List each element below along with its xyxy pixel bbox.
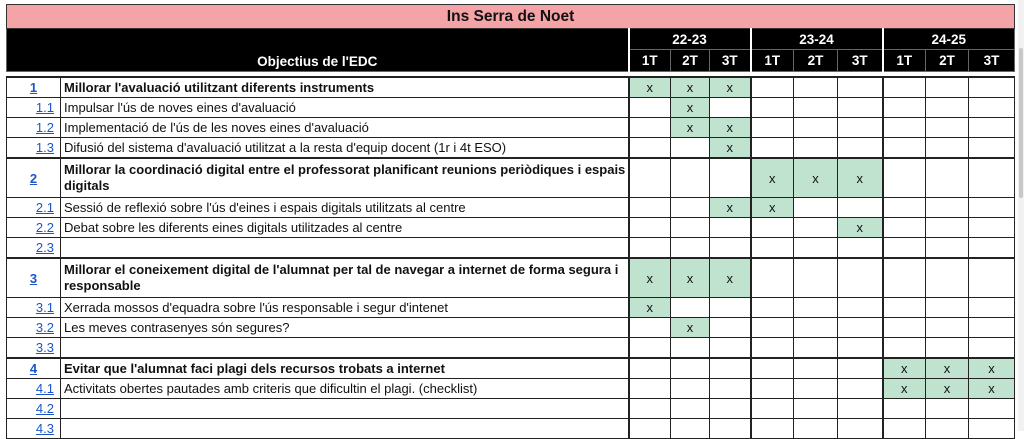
action-row <box>7 138 1015 159</box>
schedule-cell[interactable] <box>883 258 926 298</box>
schedule-cell[interactable]: x <box>629 258 671 298</box>
term-header[interactable]: 2T <box>671 50 710 72</box>
schedule-cell[interactable] <box>838 198 883 218</box>
year-header[interactable]: 24-25 <box>883 29 1015 50</box>
schedule-cell[interactable] <box>969 318 1015 338</box>
schedule-cell[interactable] <box>794 338 838 359</box>
year-header[interactable]: 22-23 <box>629 29 751 50</box>
action-text[interactable]: Implementació de l'ús de les noves eines d'avaluació <box>61 118 629 138</box>
row-id-link[interactable]: 4.2 <box>35 401 54 416</box>
schedule-cell[interactable] <box>926 399 969 419</box>
row-id-link[interactable]: 1 <box>29 80 38 95</box>
schedule-cell[interactable]: x <box>926 379 969 399</box>
schedule-cell[interactable] <box>794 218 838 238</box>
schedule-cell[interactable] <box>794 138 838 159</box>
action-row <box>7 318 1015 338</box>
schedule-cell[interactable] <box>671 419 710 439</box>
term-header[interactable]: 3T <box>969 50 1015 72</box>
schedule-cell[interactable] <box>629 118 671 138</box>
action-text[interactable]: Difusió del sistema d'avaluació utilitzat a la resta d'equip docent (1r i 4t ESO) <box>61 138 629 159</box>
schedule-cell[interactable] <box>629 138 671 159</box>
schedule-cell[interactable] <box>794 77 838 98</box>
schedule-cell[interactable] <box>710 318 751 338</box>
schedule-cell[interactable]: x <box>794 158 838 198</box>
schedule-cell[interactable] <box>751 118 794 138</box>
schedule-cell[interactable] <box>710 399 751 419</box>
edc-plan-table <box>6 4 1015 439</box>
schedule-cell[interactable] <box>629 419 671 439</box>
schedule-cell[interactable] <box>883 118 926 138</box>
action-text[interactable]: Debat sobre les diferents eines digitals utilitzades al centre <box>61 218 629 238</box>
schedule-cell[interactable] <box>969 138 1015 159</box>
objective-text[interactable]: Evitar que l'alumnat faci plagi dels recursos trobats a internet <box>61 358 629 379</box>
schedule-cell[interactable] <box>710 358 751 379</box>
schedule-cell[interactable] <box>751 298 794 318</box>
schedule-cell[interactable] <box>926 298 969 318</box>
schedule-cell[interactable] <box>629 238 671 259</box>
row-id-link[interactable]: 2 <box>29 170 38 186</box>
objective-row <box>7 158 1015 198</box>
schedule-cell[interactable] <box>883 298 926 318</box>
row-id-cell[interactable] <box>7 98 61 118</box>
schedule-cell[interactable] <box>794 298 838 318</box>
schedule-cell[interactable] <box>926 198 969 218</box>
schedule-cell[interactable] <box>751 338 794 359</box>
schedule-cell[interactable] <box>883 399 926 419</box>
schedule-cell[interactable] <box>671 158 710 198</box>
schedule-cell[interactable] <box>969 77 1015 98</box>
action-row <box>7 399 1015 419</box>
schedule-cell[interactable] <box>751 379 794 399</box>
row-id-cell[interactable] <box>7 198 61 218</box>
schedule-cell[interactable] <box>883 198 926 218</box>
schedule-cell[interactable] <box>794 318 838 338</box>
schedule-cell[interactable] <box>671 379 710 399</box>
schedule-cell[interactable] <box>838 98 883 118</box>
spreadsheet <box>6 4 1014 439</box>
schedule-cell[interactable] <box>794 399 838 419</box>
schedule-cell[interactable]: x <box>671 118 710 138</box>
row-id-cell[interactable] <box>7 399 61 419</box>
schedule-cell[interactable] <box>838 358 883 379</box>
schedule-cell[interactable] <box>710 98 751 118</box>
schedule-cell[interactable] <box>671 198 710 218</box>
row-id-cell[interactable] <box>7 419 61 439</box>
schedule-cell[interactable] <box>838 419 883 439</box>
schedule-cell[interactable]: x <box>751 198 794 218</box>
schedule-cell[interactable] <box>883 77 926 98</box>
action-row <box>7 118 1015 138</box>
schedule-cell[interactable] <box>969 399 1015 419</box>
schedule-cell[interactable] <box>926 318 969 338</box>
schedule-cell[interactable] <box>671 238 710 259</box>
schedule-cell[interactable] <box>751 358 794 379</box>
schedule-cell[interactable] <box>629 198 671 218</box>
action-text[interactable] <box>61 238 629 259</box>
schedule-cell[interactable] <box>883 218 926 238</box>
schedule-cell[interactable] <box>969 118 1015 138</box>
row-id-link[interactable]: 1.1 <box>35 100 54 115</box>
schedule-cell[interactable]: x <box>671 318 710 338</box>
schedule-cell[interactable] <box>838 118 883 138</box>
schedule-cell[interactable] <box>838 238 883 259</box>
row-id-cell[interactable] <box>7 238 61 259</box>
schedule-cell[interactable] <box>629 98 671 118</box>
schedule-cell[interactable]: x <box>969 379 1015 399</box>
schedule-cell[interactable] <box>671 298 710 318</box>
schedule-cell[interactable] <box>926 138 969 159</box>
row-id-link[interactable]: 2.3 <box>35 240 54 255</box>
row-id-cell[interactable] <box>7 258 61 298</box>
row-id-link[interactable]: 1.2 <box>35 120 54 135</box>
schedule-cell[interactable] <box>794 358 838 379</box>
schedule-cell[interactable] <box>794 198 838 218</box>
term-header[interactable]: 3T <box>838 50 883 72</box>
schedule-cell[interactable] <box>926 419 969 439</box>
schedule-cell[interactable] <box>838 318 883 338</box>
sheet-title[interactable]: Ins Serra de Noet <box>7 5 1015 29</box>
term-header[interactable]: 1T <box>629 50 671 72</box>
schedule-cell[interactable] <box>969 98 1015 118</box>
schedule-cell[interactable]: x <box>710 118 751 138</box>
row-id-cell[interactable] <box>7 218 61 238</box>
schedule-cell[interactable] <box>710 419 751 439</box>
schedule-cell[interactable] <box>629 399 671 419</box>
schedule-cell[interactable] <box>838 77 883 98</box>
schedule-cell[interactable] <box>926 218 969 238</box>
schedule-cell[interactable] <box>710 158 751 198</box>
schedule-cell[interactable]: x <box>926 358 969 379</box>
row-id-cell[interactable] <box>7 118 61 138</box>
vertical-scrollbar[interactable] <box>1018 0 1024 431</box>
action-row <box>7 419 1015 439</box>
schedule-cell[interactable] <box>751 98 794 118</box>
schedule-cell[interactable] <box>838 258 883 298</box>
schedule-cell[interactable] <box>794 238 838 259</box>
row-id-cell[interactable] <box>7 358 61 379</box>
schedule-cell[interactable] <box>794 118 838 138</box>
row-id-cell[interactable] <box>7 318 61 338</box>
schedule-cell[interactable]: x <box>710 258 751 298</box>
schedule-cell[interactable]: x <box>710 138 751 159</box>
schedule-cell[interactable] <box>751 77 794 98</box>
schedule-cell[interactable]: x <box>710 77 751 98</box>
action-text[interactable]: Activitats obertes pautades amb criteris que dificultin el plagi. (checklist) <box>61 379 629 399</box>
action-row <box>7 379 1015 399</box>
schedule-cell[interactable] <box>710 379 751 399</box>
action-text[interactable]: Sessió de reflexió sobre l'ús d'eines i espais digitals utilitzats al centre <box>61 198 629 218</box>
action-text[interactable]: Xerrada mossos d'equadra sobre l'ús responsable i segur d'intenet <box>61 298 629 318</box>
objective-row <box>7 358 1015 379</box>
schedule-cell[interactable] <box>751 218 794 238</box>
schedule-cell[interactable]: x <box>883 379 926 399</box>
scrollbar-thumb[interactable] <box>1019 48 1023 198</box>
schedule-cell[interactable] <box>838 379 883 399</box>
schedule-cell[interactable] <box>629 338 671 359</box>
action-row <box>7 338 1015 359</box>
schedule-cell[interactable] <box>926 338 969 359</box>
row-id-link[interactable]: 3.3 <box>35 340 54 355</box>
schedule-cell[interactable] <box>969 338 1015 359</box>
schedule-cell[interactable]: x <box>969 358 1015 379</box>
schedule-cell[interactable] <box>883 138 926 159</box>
schedule-cell[interactable]: x <box>671 258 710 298</box>
action-text[interactable] <box>61 338 629 359</box>
action-text[interactable] <box>61 419 629 439</box>
schedule-cell[interactable] <box>794 98 838 118</box>
schedule-cell[interactable] <box>838 138 883 159</box>
term-header[interactable]: 2T <box>794 50 838 72</box>
schedule-cell[interactable] <box>629 218 671 238</box>
schedule-cell[interactable] <box>838 338 883 359</box>
term-header[interactable]: 2T <box>926 50 969 72</box>
schedule-cell[interactable] <box>710 338 751 359</box>
schedule-cell[interactable]: x <box>671 77 710 98</box>
schedule-cell[interactable] <box>883 318 926 338</box>
schedule-cell[interactable] <box>629 379 671 399</box>
row-id-link[interactable]: 4 <box>29 361 38 376</box>
schedule-cell[interactable] <box>629 318 671 338</box>
objective-text[interactable]: Millorar el coneixement digital de l'alumnat per tal de navegar a internet de forma segura i responsable <box>61 258 629 298</box>
schedule-cell[interactable] <box>751 399 794 419</box>
schedule-cell[interactable] <box>794 379 838 399</box>
objective-text[interactable]: Millorar l'avaluació utilitzant diferents instruments <box>61 77 629 98</box>
action-text[interactable]: Impulsar l'ús de noves eines d'avaluació <box>61 98 629 118</box>
row-id-cell[interactable] <box>7 158 61 198</box>
schedule-cell[interactable]: x <box>671 98 710 118</box>
schedule-cell[interactable] <box>926 258 969 298</box>
schedule-cell[interactable] <box>883 419 926 439</box>
year-header[interactable]: 23-24 <box>751 29 883 50</box>
row-id-cell[interactable] <box>7 338 61 359</box>
schedule-cell[interactable] <box>794 258 838 298</box>
row-id-link[interactable]: 3.2 <box>35 320 54 335</box>
schedule-cell[interactable] <box>671 138 710 159</box>
row-id-cell[interactable] <box>7 77 61 98</box>
schedule-cell[interactable] <box>883 238 926 259</box>
row-id-link[interactable]: 2.1 <box>35 200 54 215</box>
row-id-link[interactable]: 3 <box>29 270 38 286</box>
schedule-cell[interactable] <box>751 318 794 338</box>
schedule-cell[interactable] <box>883 158 926 198</box>
action-row <box>7 98 1015 118</box>
schedule-cell[interactable] <box>751 138 794 159</box>
action-row <box>7 218 1015 238</box>
schedule-cell[interactable] <box>629 158 671 198</box>
schedule-cell[interactable] <box>751 238 794 259</box>
row-id-cell[interactable] <box>7 138 61 159</box>
schedule-cell[interactable] <box>926 238 969 259</box>
schedule-cell[interactable] <box>629 358 671 379</box>
schedule-cell[interactable] <box>926 98 969 118</box>
schedule-cell[interactable] <box>969 419 1015 439</box>
action-row <box>7 238 1015 259</box>
schedule-cell[interactable] <box>671 358 710 379</box>
action-text[interactable] <box>61 399 629 419</box>
schedule-cell[interactable] <box>969 258 1015 298</box>
schedule-cell[interactable]: x <box>710 198 751 218</box>
row-id-link[interactable]: 4.3 <box>35 421 54 436</box>
schedule-cell[interactable] <box>838 298 883 318</box>
schedule-cell[interactable] <box>883 338 926 359</box>
schedule-cell[interactable] <box>926 158 969 198</box>
schedule-cell[interactable] <box>883 98 926 118</box>
row-id-link[interactable]: 3.1 <box>35 300 54 315</box>
schedule-cell[interactable] <box>671 399 710 419</box>
term-header[interactable]: 1T <box>883 50 926 72</box>
row-id-link[interactable]: 4.1 <box>35 381 54 396</box>
schedule-cell[interactable] <box>926 118 969 138</box>
schedule-cell[interactable] <box>794 419 838 439</box>
schedule-cell[interactable] <box>969 158 1015 198</box>
schedule-cell[interactable] <box>751 258 794 298</box>
objective-text[interactable]: Millorar la coordinació digital entre el professorat planificant reunions periòdiques i espais digitals <box>61 158 629 198</box>
schedule-cell[interactable]: x <box>883 358 926 379</box>
action-row <box>7 198 1015 218</box>
schedule-cell[interactable] <box>969 198 1015 218</box>
schedule-cell[interactable] <box>671 338 710 359</box>
schedule-cell[interactable] <box>710 238 751 259</box>
objective-row <box>7 77 1015 98</box>
schedule-cell[interactable] <box>710 298 751 318</box>
schedule-cell[interactable]: x <box>838 158 883 198</box>
term-header[interactable]: 3T <box>710 50 751 72</box>
action-row <box>7 298 1015 318</box>
objectives-header[interactable]: Objectius de l'EDC <box>7 29 629 72</box>
schedule-cell[interactable]: x <box>751 158 794 198</box>
row-id-link[interactable]: 1.3 <box>35 140 54 155</box>
term-header[interactable]: 1T <box>751 50 794 72</box>
row-id-link[interactable]: 2.2 <box>35 220 54 235</box>
schedule-cell[interactable] <box>671 218 710 238</box>
schedule-cell[interactable]: x <box>629 298 671 318</box>
schedule-cell[interactable] <box>969 218 1015 238</box>
schedule-cell[interactable] <box>710 218 751 238</box>
row-id-cell[interactable] <box>7 298 61 318</box>
row-id-cell[interactable] <box>7 379 61 399</box>
schedule-cell[interactable] <box>751 419 794 439</box>
action-text[interactable]: Les meves contrasenyes són segures? <box>61 318 629 338</box>
schedule-cell[interactable] <box>838 399 883 419</box>
schedule-cell[interactable] <box>969 298 1015 318</box>
schedule-cell[interactable]: x <box>629 77 671 98</box>
schedule-cell[interactable] <box>969 238 1015 259</box>
schedule-cell[interactable]: x <box>838 218 883 238</box>
schedule-cell[interactable] <box>926 77 969 98</box>
objective-row <box>7 258 1015 298</box>
